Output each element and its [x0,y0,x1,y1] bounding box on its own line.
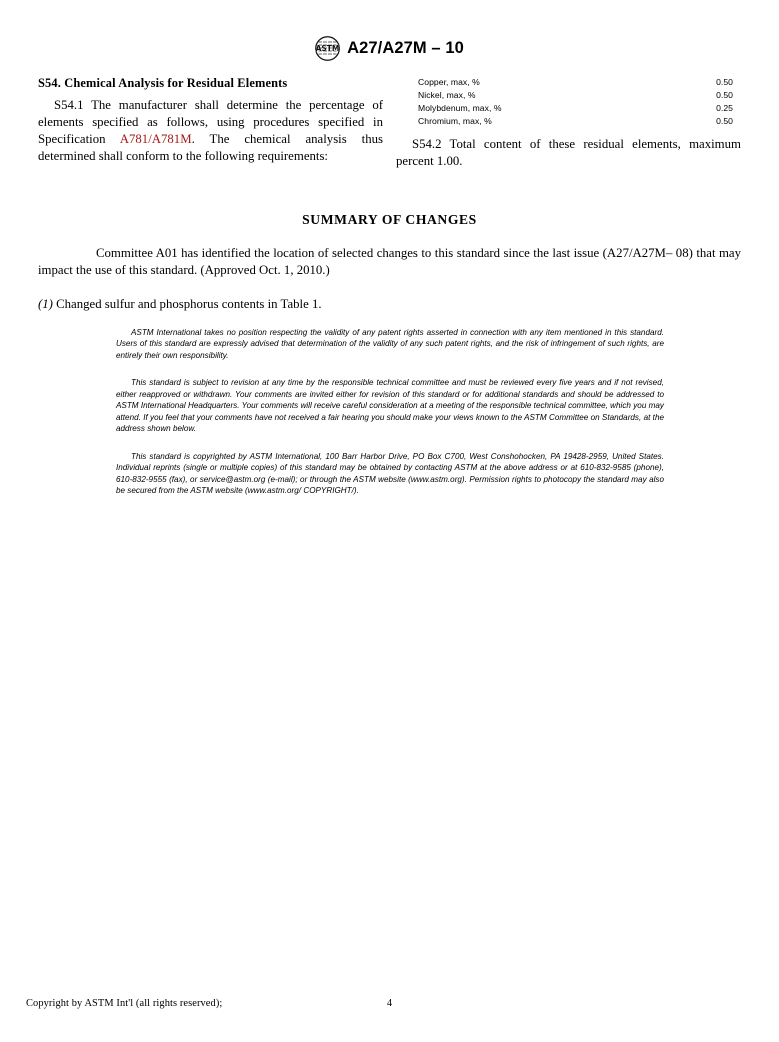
requirement-element-name: Nickel, max, % [418,90,476,101]
requirement-row [418,89,733,102]
legal-notices [116,327,664,497]
revision-notice: This standard is subject to revision at any time by the responsible technical committee and must be reviewed every five years and if not revised, either reapproved or withdrawn. Your comments are invited either for revision of this standard or for additional standards and should be addressed to ASTM International Headquarters. Your comments will receive careful consideration at a meeting of the responsible technical committee, which you may attend. If you feel that your comments have not received a fair hearing you should make your views known to the ASTM Committee on Standards, at the address shown below. [116,378,664,434]
summary-of-changes-heading: SUMMARY OF CHANGES [302,212,477,227]
requirement-element-value: 0.50 [716,116,733,127]
paragraph-s54-1-prefix: S54.1 The manufacturer shall determine the percentage of elements specified as follows, using procedures specified in Specification [38,98,383,147]
paragraph-s54-1-suffix: . The chemical analysis thus determined shall conform to the following requirements: [38,132,383,163]
svg-text:ASTM: ASTM [315,44,340,53]
patent-rights-notice: ASTM International takes no position respecting the validity of any patent rights asserted in connection with any item mentioned in this standard. Users of this standard are expressly advised that determination of the validity of any such patent rights, and the risk of infringement of such rights, are entirely their own responsibility. [116,328,664,360]
requirement-row [418,76,733,89]
paragraph-s54-2: S54.2 Total content of these residual elements, maximum percent 1.00. [396,137,741,169]
section-heading-s54: S54. Chemical Analysis for Residual Elements [38,76,288,90]
left-column [38,76,383,165]
footer-page-number: 4 [386,998,393,1009]
summary-of-changes-item-number: (1) [38,297,53,311]
running-head [0,36,779,61]
astm-roundel-logo-icon [315,36,340,61]
requirement-row [418,102,733,115]
requirement-row [418,115,733,128]
requirement-element-value: 0.50 [716,77,733,87]
standard-designation: A27/A27M – 10 [347,39,464,57]
requirement-element-name: Copper, max, % [418,77,480,87]
requirement-element-name: Chromium, max, % [418,116,492,127]
footer-copyright: Copyright by ASTM Int'l (all rights reserved); [26,998,223,1009]
summary-of-changes-intro: Committee A01 has identified the location of selected changes to this standard since the last issue (A27/A27M– 08) that may impact the use of this standard. (Approved Oct. 1, 2010.) [38,246,741,278]
specification-link-a781[interactable]: A781/A781M [119,132,192,147]
summary-of-changes-item-text: Changed sulfur and phosphorus contents in Table 1. [52,297,322,311]
summary-of-changes-item [38,296,741,313]
right-column [396,76,741,170]
two-column-body [38,76,741,186]
requirement-element-name: Molybdenum, max, % [418,103,502,114]
copyright-notice: This standard is copyrighted by ASTM International, 100 Barr Harbor Drive, PO Box C700, West Conshohocken, PA 19428-2959, United States. Individual reprints (single or multiple copies) of this standard may be obtained by contacting ASTM at the above address or at 610-832-9585 (phone), 610-832-9555 (fax), or service@astm.org (e-mail); or through the ASTM website (www.astm.org). Permission rights to photocopy the standard may also be secured from the ASTM website (www.astm.org/ COPYRIGHT/). [116,451,664,496]
residual-element-requirements-list [418,76,733,128]
requirement-element-value: 0.25 [716,103,733,114]
requirement-element-value: 0.50 [716,90,733,101]
paragraph-s54-1 [38,97,383,165]
